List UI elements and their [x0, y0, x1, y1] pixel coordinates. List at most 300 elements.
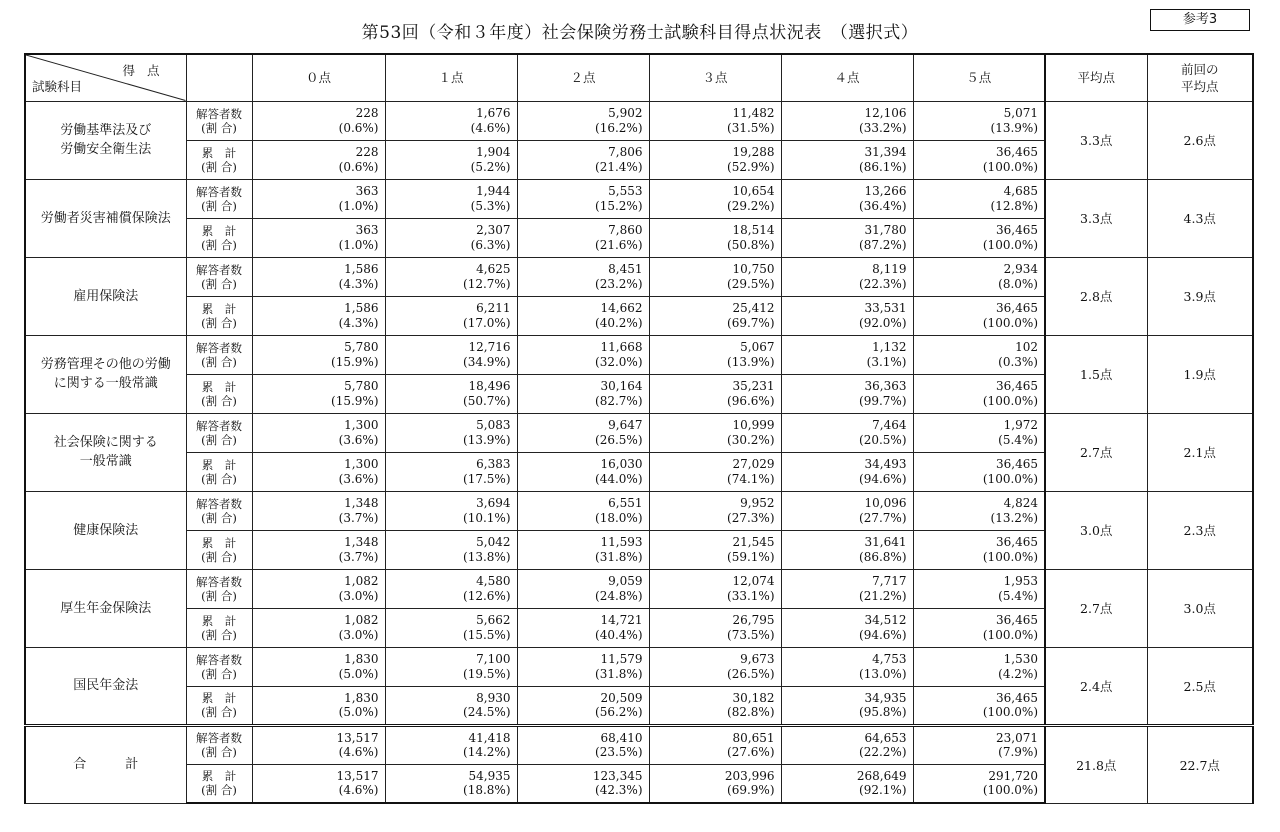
value-ratio: (4.6%) — [338, 745, 379, 759]
value-cell — [649, 647, 781, 686]
value-count: 11,668 — [600, 340, 643, 354]
value-ratio: (18.8%) — [463, 783, 511, 798]
value-ratio: (12.6%) — [463, 588, 511, 603]
value-ratio: (44.0%) — [595, 471, 643, 486]
metric-label-line: (割 合) — [201, 549, 237, 564]
metric-label-line: 解答者数 — [196, 652, 242, 667]
value-count: 5,662 — [476, 613, 511, 627]
value-ratio: (26.5%) — [727, 666, 775, 681]
metric-label-respondents — [186, 101, 252, 140]
value-count: 16,030 — [600, 457, 643, 471]
value-cell — [517, 101, 649, 140]
previous-average-score: 2.1点 — [1147, 413, 1253, 491]
value-count: 18,496 — [468, 379, 511, 393]
value-count: 64,653 — [864, 730, 907, 745]
header-score-4: ４点 — [781, 54, 913, 101]
value-cell — [781, 764, 913, 803]
value-count: 10,750 — [732, 262, 775, 276]
metric-label-line: 解答者数 — [196, 418, 242, 433]
metric-label-cumulative — [186, 374, 252, 413]
header-row — [25, 54, 1253, 101]
metric-label-line: 累 計 — [201, 691, 237, 705]
value-ratio: (32.0%) — [595, 354, 643, 369]
value-ratio: (50.8%) — [727, 237, 775, 252]
value-ratio: (21.6%) — [595, 237, 643, 252]
corner-subject-label: 試験科目 — [32, 78, 83, 94]
value-cell — [252, 101, 385, 140]
value-count: 35,231 — [732, 379, 775, 393]
value-cell — [385, 491, 517, 530]
value-count: 3,694 — [476, 496, 511, 510]
value-count: 14,662 — [600, 301, 643, 315]
header-corner — [25, 54, 186, 101]
value-ratio: (4.3%) — [338, 315, 379, 330]
value-cell — [781, 218, 913, 257]
value-ratio: (69.7%) — [727, 315, 775, 330]
value-ratio: (40.2%) — [595, 315, 643, 330]
table-row — [25, 101, 1253, 140]
value-cell — [913, 491, 1045, 530]
value-count: 1,530 — [1003, 652, 1038, 666]
value-ratio: (100.0%) — [982, 315, 1038, 330]
value-ratio: (22.2%) — [859, 745, 907, 759]
metric-label-line: (割 合) — [201, 120, 237, 135]
value-cell — [649, 686, 781, 725]
value-ratio: (100.0%) — [982, 705, 1038, 719]
value-count: 9,673 — [740, 652, 775, 666]
previous-average-score: 22.7点 — [1147, 725, 1253, 803]
previous-average-score: 3.9点 — [1147, 257, 1253, 335]
metric-label-cumulative — [186, 140, 252, 179]
value-count: 102 — [1015, 340, 1038, 354]
value-count: 9,952 — [740, 496, 775, 510]
value-cell — [517, 569, 649, 608]
value-ratio: (8.0%) — [998, 276, 1038, 291]
value-count: 1,586 — [344, 262, 379, 276]
value-count: 7,806 — [608, 145, 643, 159]
value-ratio: (92.0%) — [859, 315, 907, 330]
value-cell — [649, 179, 781, 218]
value-ratio: (31.5%) — [727, 120, 775, 135]
value-count: 9,647 — [608, 418, 643, 432]
value-count: 4,625 — [476, 262, 511, 276]
value-ratio: (21.4%) — [595, 159, 643, 174]
value-cell — [913, 179, 1045, 218]
value-cell — [913, 764, 1045, 803]
value-ratio: (100.0%) — [982, 393, 1038, 408]
value-cell — [252, 452, 385, 491]
page-title: 第53回（令和３年度）社会保険労務士試験科目得点状況表 （選択式） — [361, 23, 919, 43]
value-count: 36,465 — [996, 690, 1038, 705]
value-cell — [385, 530, 517, 569]
value-count: 363 — [355, 223, 379, 237]
value-cell — [252, 335, 385, 374]
value-ratio: (82.8%) — [727, 705, 775, 719]
metric-label-line: (割 合) — [201, 237, 237, 252]
value-ratio: (13.8%) — [463, 549, 511, 564]
value-count: 36,465 — [996, 535, 1038, 549]
value-ratio: (15.2%) — [595, 198, 643, 213]
value-cell — [385, 452, 517, 491]
value-ratio: (3.0%) — [338, 588, 379, 603]
value-ratio: (33.1%) — [727, 588, 775, 603]
value-ratio: (3.6%) — [338, 471, 379, 486]
metric-label-line: (割 合) — [201, 471, 237, 486]
header-score-0: ０点 — [252, 54, 385, 101]
value-ratio: (73.5%) — [727, 627, 775, 642]
metric-label-line: 累 計 — [201, 379, 237, 394]
value-ratio: (15.5%) — [463, 627, 511, 642]
value-count: 1,300 — [344, 457, 379, 471]
value-count: 1,132 — [872, 340, 907, 354]
value-ratio: (29.5%) — [727, 276, 775, 291]
value-count: 5,902 — [608, 106, 643, 120]
value-ratio: (31.8%) — [595, 666, 643, 681]
previous-average-score: 1.9点 — [1147, 335, 1253, 413]
subject-name: 国民年金法 — [25, 647, 186, 725]
value-cell — [649, 257, 781, 296]
value-count: 1,904 — [476, 145, 511, 159]
value-count: 203,996 — [724, 768, 775, 783]
subject-name: 社会保険に関する 一般常識 — [25, 413, 186, 491]
value-ratio: (12.7%) — [463, 276, 511, 291]
metric-label-line: 累 計 — [201, 301, 237, 316]
value-cell — [385, 647, 517, 686]
value-ratio: (82.7%) — [595, 393, 643, 408]
metric-label-line: (割 合) — [201, 198, 237, 213]
value-ratio: (6.3%) — [470, 237, 511, 252]
value-ratio: (14.2%) — [463, 745, 511, 759]
value-ratio: (22.3%) — [859, 276, 907, 291]
value-cell — [649, 140, 781, 179]
value-cell — [252, 374, 385, 413]
value-cell — [913, 101, 1045, 140]
value-count: 228 — [355, 145, 379, 159]
metric-label-line: 累 計 — [201, 613, 237, 628]
value-count: 41,418 — [468, 730, 511, 745]
table-row — [25, 725, 1253, 764]
value-ratio: (86.8%) — [859, 549, 907, 564]
value-cell — [649, 374, 781, 413]
value-ratio: (3.7%) — [338, 510, 379, 525]
value-ratio: (86.1%) — [859, 159, 907, 174]
value-ratio: (5.4%) — [998, 432, 1038, 447]
value-ratio: (4.2%) — [998, 666, 1038, 681]
previous-average-score: 2.6点 — [1147, 101, 1253, 179]
value-cell — [649, 530, 781, 569]
average-score: 3.3点 — [1045, 101, 1147, 179]
value-ratio: (100.0%) — [982, 627, 1038, 642]
value-cell — [252, 140, 385, 179]
value-cell — [913, 296, 1045, 335]
value-count: 31,641 — [864, 535, 907, 549]
value-count: 12,106 — [864, 106, 907, 120]
metric-label-line: 解答者数 — [196, 262, 242, 277]
value-count: 1,676 — [476, 106, 511, 120]
value-ratio: (1.0%) — [338, 198, 379, 213]
metric-label-respondents — [186, 647, 252, 686]
header-score-3: ３点 — [649, 54, 781, 101]
metric-label-line: (割 合) — [201, 666, 237, 681]
metric-label-line: 解答者数 — [196, 574, 242, 589]
value-count: 8,930 — [476, 690, 511, 705]
value-cell — [913, 452, 1045, 491]
value-count: 12,074 — [732, 574, 775, 588]
value-count: 23,071 — [996, 730, 1038, 745]
value-cell — [913, 647, 1045, 686]
reference-badge: 参考3 — [1150, 9, 1250, 31]
value-ratio: (24.5%) — [463, 705, 511, 719]
header-metric-blank — [186, 54, 252, 101]
value-cell — [781, 608, 913, 647]
value-count: 13,517 — [336, 730, 379, 745]
value-ratio: (36.4%) — [859, 198, 907, 213]
value-count: 68,410 — [600, 730, 643, 745]
metric-label-cumulative — [186, 218, 252, 257]
value-ratio: (100.0%) — [982, 471, 1038, 486]
value-count: 2,934 — [1003, 262, 1038, 276]
value-cell — [385, 413, 517, 452]
value-cell — [517, 647, 649, 686]
header-score-1: １点 — [385, 54, 517, 101]
value-count: 31,394 — [864, 145, 907, 159]
metric-label-cumulative — [186, 686, 252, 725]
metric-label-line: (割 合) — [201, 510, 237, 525]
value-count: 5,071 — [1003, 106, 1038, 120]
value-ratio: (5.4%) — [998, 588, 1038, 603]
subject-name: 厚生年金保険法 — [25, 569, 186, 647]
value-count: 36,363 — [864, 379, 907, 393]
metric-label-line: (割 合) — [201, 354, 237, 369]
value-ratio: (13.9%) — [463, 432, 511, 447]
value-count: 34,935 — [864, 690, 907, 705]
value-ratio: (21.2%) — [859, 588, 907, 603]
value-ratio: (13.9%) — [990, 120, 1038, 135]
value-count: 2,307 — [476, 223, 511, 237]
value-cell — [913, 140, 1045, 179]
value-cell — [252, 764, 385, 803]
value-count: 6,551 — [608, 496, 643, 510]
value-cell — [385, 179, 517, 218]
value-ratio: (18.0%) — [595, 510, 643, 525]
value-count: 36,465 — [996, 145, 1038, 159]
value-count: 7,464 — [872, 418, 907, 432]
value-cell — [385, 686, 517, 725]
value-count: 7,100 — [476, 652, 511, 666]
value-cell — [252, 686, 385, 725]
value-ratio: (4.3%) — [338, 276, 379, 291]
previous-average-score: 3.0点 — [1147, 569, 1253, 647]
value-count: 33,531 — [864, 301, 907, 315]
metric-label-line: 累 計 — [201, 535, 237, 550]
value-count: 11,482 — [732, 106, 775, 120]
value-cell — [781, 101, 913, 140]
metric-label-line: 累 計 — [201, 145, 237, 160]
value-cell — [781, 296, 913, 335]
value-cell — [649, 335, 781, 374]
value-ratio: (92.1%) — [859, 783, 907, 798]
previous-average-score: 2.5点 — [1147, 647, 1253, 725]
value-cell — [781, 686, 913, 725]
value-count: 7,860 — [608, 223, 643, 237]
value-ratio: (17.0%) — [463, 315, 511, 330]
value-ratio: (19.5%) — [463, 666, 511, 681]
value-cell — [252, 725, 385, 764]
value-count: 1,944 — [476, 184, 511, 198]
value-ratio: (34.9%) — [463, 354, 511, 369]
value-count: 19,288 — [732, 145, 775, 159]
value-ratio: (56.2%) — [595, 705, 643, 719]
value-count: 291,720 — [988, 768, 1038, 783]
value-count: 5,083 — [476, 418, 511, 432]
value-cell — [385, 608, 517, 647]
value-cell — [781, 530, 913, 569]
metric-label-line: (割 合) — [201, 783, 237, 798]
value-cell — [385, 335, 517, 374]
value-ratio: (33.2%) — [859, 120, 907, 135]
value-count: 268,649 — [856, 768, 907, 783]
value-ratio: (27.7%) — [859, 510, 907, 525]
value-count: 11,593 — [600, 535, 643, 549]
header-score-2: ２点 — [517, 54, 649, 101]
value-count: 27,029 — [732, 457, 775, 471]
value-cell — [781, 725, 913, 764]
value-cell — [252, 257, 385, 296]
value-ratio: (1.0%) — [338, 237, 379, 252]
previous-average-score: 4.3点 — [1147, 179, 1253, 257]
value-cell — [517, 335, 649, 374]
value-ratio: (5.0%) — [338, 666, 379, 681]
value-count: 54,935 — [468, 768, 511, 783]
table-row — [25, 335, 1253, 374]
value-count: 1,300 — [344, 418, 379, 432]
average-score: 21.8点 — [1045, 725, 1147, 803]
value-ratio: (31.8%) — [595, 549, 643, 564]
value-cell — [781, 140, 913, 179]
value-ratio: (23.5%) — [595, 745, 643, 759]
average-score: 3.3点 — [1045, 179, 1147, 257]
metric-label-line: 解答者数 — [196, 731, 242, 745]
value-cell — [385, 218, 517, 257]
value-ratio: (69.9%) — [727, 783, 775, 798]
value-count: 13,266 — [864, 184, 907, 198]
value-ratio: (24.8%) — [595, 588, 643, 603]
metric-label-line: 解答者数 — [196, 496, 242, 511]
value-cell — [252, 218, 385, 257]
value-count: 1,082 — [344, 613, 379, 627]
metric-label-line: (割 合) — [201, 315, 237, 330]
value-cell — [913, 686, 1045, 725]
value-cell — [517, 764, 649, 803]
metric-label-line: (割 合) — [201, 745, 237, 759]
value-ratio: (5.3%) — [470, 198, 511, 213]
value-ratio: (96.6%) — [727, 393, 775, 408]
value-count: 6,383 — [476, 457, 511, 471]
value-count: 36,465 — [996, 379, 1038, 393]
metric-label-line: 解答者数 — [196, 340, 242, 355]
value-cell — [649, 725, 781, 764]
value-ratio: (0.6%) — [338, 159, 379, 174]
value-count: 5,042 — [476, 535, 511, 549]
value-cell — [517, 218, 649, 257]
value-cell — [913, 218, 1045, 257]
value-cell — [913, 413, 1045, 452]
metric-label-respondents — [186, 569, 252, 608]
table-body — [25, 101, 1253, 803]
value-count: 1,586 — [344, 301, 379, 315]
score-table — [24, 53, 1254, 804]
value-cell — [649, 491, 781, 530]
metric-label-respondents — [186, 257, 252, 296]
value-count: 25,412 — [732, 301, 775, 315]
value-ratio: (87.2%) — [859, 237, 907, 252]
value-cell — [781, 374, 913, 413]
value-ratio: (0.6%) — [338, 120, 379, 135]
value-ratio: (5.0%) — [338, 705, 379, 719]
subject-name: 健康保険法 — [25, 491, 186, 569]
value-cell — [781, 335, 913, 374]
value-ratio: (17.5%) — [463, 471, 511, 486]
value-count: 30,164 — [600, 379, 643, 393]
metric-label-cumulative — [186, 296, 252, 335]
value-ratio: (94.6%) — [859, 627, 907, 642]
value-ratio: (5.2%) — [470, 159, 511, 174]
value-ratio: (100.0%) — [982, 159, 1038, 174]
value-ratio: (13.9%) — [727, 354, 775, 369]
metric-label-line: (割 合) — [201, 588, 237, 603]
metric-label-line: 解答者数 — [196, 106, 242, 121]
value-ratio: (26.5%) — [595, 432, 643, 447]
value-count: 4,753 — [872, 652, 907, 666]
previous-average-score: 2.3点 — [1147, 491, 1253, 569]
metric-label-line: 累 計 — [201, 223, 237, 238]
header-prev-average: 前回の 平均点 — [1147, 54, 1253, 101]
value-cell — [913, 569, 1045, 608]
corner-score-label: 得点 — [122, 63, 172, 78]
value-cell — [252, 608, 385, 647]
value-count: 228 — [355, 106, 379, 120]
value-cell — [517, 608, 649, 647]
value-ratio: (100.0%) — [982, 549, 1038, 564]
table-row — [25, 569, 1253, 608]
value-ratio: (3.7%) — [338, 549, 379, 564]
value-count: 1,082 — [344, 574, 379, 588]
value-count: 36,465 — [996, 613, 1038, 627]
value-count: 8,119 — [872, 262, 907, 276]
value-cell — [517, 374, 649, 413]
value-cell — [385, 140, 517, 179]
value-cell — [781, 179, 913, 218]
subject-name: 労務管理その他の労働 に関する一般常識 — [25, 335, 186, 413]
value-count: 36,465 — [996, 457, 1038, 471]
value-ratio: (52.9%) — [727, 159, 775, 174]
metric-label-line: (割 合) — [201, 432, 237, 447]
value-count: 1,830 — [344, 690, 379, 705]
value-count: 1,830 — [344, 652, 379, 666]
value-cell — [913, 374, 1045, 413]
value-ratio: (50.7%) — [463, 393, 511, 408]
value-cell — [649, 764, 781, 803]
value-ratio: (3.0%) — [338, 627, 379, 642]
value-cell — [252, 569, 385, 608]
value-ratio: (4.6%) — [470, 120, 511, 135]
value-ratio: (16.2%) — [595, 120, 643, 135]
value-cell — [913, 257, 1045, 296]
table-row — [25, 647, 1253, 686]
value-ratio: (0.3%) — [998, 354, 1038, 369]
metric-label-respondents — [186, 413, 252, 452]
value-cell — [385, 101, 517, 140]
